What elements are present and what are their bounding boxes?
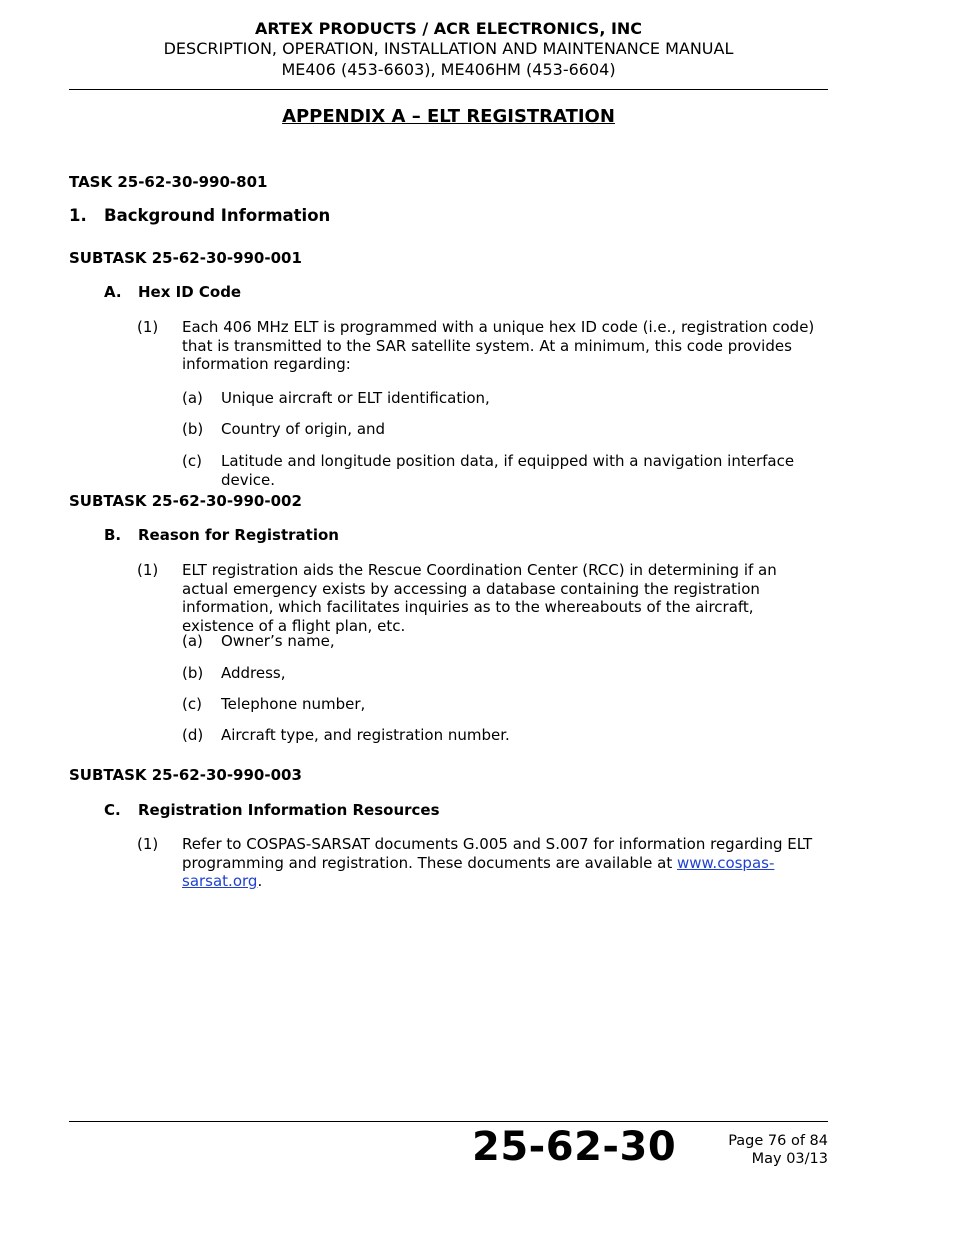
paragraph-number: (1) bbox=[137, 561, 159, 579]
paragraph-text: Each 406 MHz ELT is programmed with a unique hex ID code (i.e., registration code) that is transmitted to the SAR satellite system. At a minimum, this code provides information regarding: bbox=[182, 318, 815, 373]
list-item-text: Telephone number, bbox=[221, 695, 366, 713]
list-item-text: Owner’s name, bbox=[221, 632, 335, 650]
list-item bbox=[182, 632, 827, 651]
list-item-number: (a) bbox=[182, 632, 203, 650]
paragraph bbox=[137, 835, 827, 891]
list-item-text: Latitude and longitude position data, if equipped with a navigation interface device. bbox=[221, 452, 795, 489]
subsection-title: Hex ID Code bbox=[138, 283, 242, 301]
subsection-letter: B. bbox=[104, 526, 122, 544]
footer-page-info bbox=[728, 1132, 828, 1168]
section-number: 1. bbox=[69, 206, 87, 225]
list-item-text: Address, bbox=[221, 664, 286, 682]
paragraph-text bbox=[182, 835, 827, 891]
paragraph-number: (1) bbox=[137, 835, 159, 853]
paragraph bbox=[137, 318, 827, 374]
footer-date: May 03/13 bbox=[751, 1151, 828, 1167]
list-item bbox=[182, 726, 827, 745]
header-manual-title: DESCRIPTION, OPERATION, INSTALLATION AND MAINTENANCE MANUAL bbox=[163, 39, 734, 58]
subtask-label: SUBTASK 25-62-30-990-001 bbox=[69, 249, 302, 267]
list-item-number: (d) bbox=[182, 726, 204, 744]
paragraph-number: (1) bbox=[137, 318, 159, 336]
subsection-title: Registration Information Resources bbox=[138, 801, 440, 819]
task-label: TASK 25-62-30-990-801 bbox=[69, 173, 268, 191]
header-models: ME406 (453-6603), ME406HM (453-6604) bbox=[281, 60, 616, 79]
subtask-label: SUBTASK 25-62-30-990-002 bbox=[69, 492, 302, 510]
section-title: Background Information bbox=[104, 206, 331, 225]
subsection-title: Reason for Registration bbox=[138, 526, 339, 544]
paragraph-text: ELT registration aids the Rescue Coordination Center (RCC) in determining if an actual emergency exists by accessing a database containing the registration information, which facilitates inquiries as to the whereabouts of the aircraft, existence of a flight plan, etc. bbox=[182, 561, 777, 635]
list-item bbox=[182, 695, 827, 714]
footer-page-number: Page 76 of 84 bbox=[728, 1133, 828, 1149]
list-item-number: (b) bbox=[182, 420, 204, 438]
header-company: ARTEX PRODUCTS / ACR ELECTRONICS, INC bbox=[254, 19, 643, 38]
subsection-letter: A. bbox=[104, 283, 122, 301]
paragraph bbox=[137, 561, 827, 635]
cospas-sarsat-link[interactable]: www.cospas-sarsat.org bbox=[182, 853, 775, 890]
paragraph-text-pre: Refer to COSPAS-SARSAT documents G.005 and S.007 for information regarding ELT programming and registration. These documents are available at bbox=[182, 835, 813, 872]
list-item-text: Country of origin, and bbox=[221, 420, 386, 438]
subsection-heading bbox=[104, 283, 241, 302]
subsection-heading bbox=[104, 801, 440, 820]
subtask-label: SUBTASK 25-62-30-990-003 bbox=[69, 766, 302, 784]
list-item-number: (a) bbox=[182, 389, 203, 407]
list-item bbox=[182, 389, 827, 408]
list-item bbox=[182, 664, 827, 683]
footer-chapter-code: 25-62-30 bbox=[472, 1124, 677, 1170]
list-item bbox=[182, 452, 827, 489]
section-heading bbox=[69, 207, 330, 226]
list-item-text: Unique aircraft or ELT identification, bbox=[221, 389, 490, 407]
footer-divider bbox=[69, 1121, 828, 1122]
list-item-text: Aircraft type, and registration number. bbox=[221, 726, 510, 744]
list-item bbox=[182, 420, 827, 439]
subsection-heading bbox=[104, 526, 339, 545]
page-title: APPENDIX A – ELT REGISTRATION bbox=[282, 106, 615, 127]
header-divider bbox=[69, 89, 828, 90]
list-item-number: (c) bbox=[182, 452, 202, 470]
list-item-number: (b) bbox=[182, 664, 204, 682]
list-item-number: (c) bbox=[182, 695, 202, 713]
paragraph-text-post: . bbox=[257, 872, 263, 890]
subsection-letter: C. bbox=[104, 801, 121, 819]
